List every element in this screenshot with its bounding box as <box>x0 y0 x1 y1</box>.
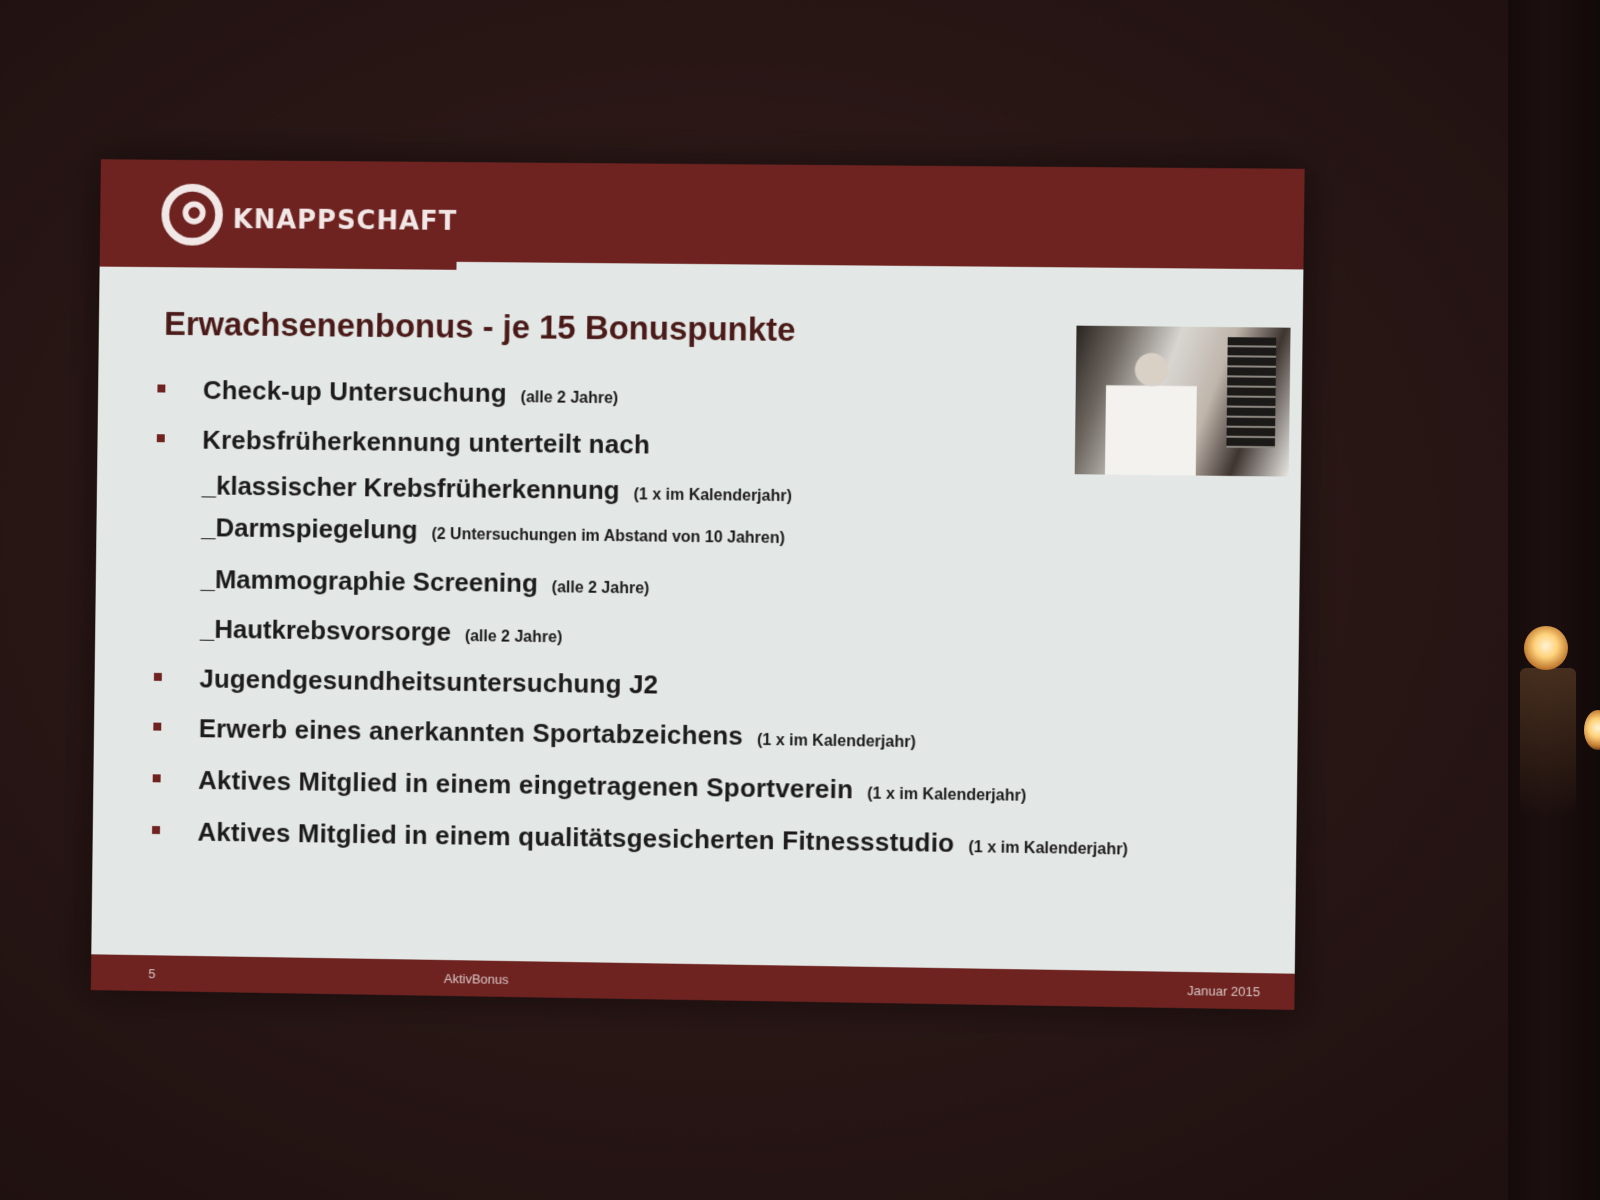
item-text: _Mammographie Screening <box>200 564 538 599</box>
list-subitem <box>200 614 563 650</box>
item-note: (2 Untersuchungen im Abstand von 10 Jahren) <box>431 525 786 548</box>
item-text: _Darmspiegelung <box>201 512 418 545</box>
bullet-icon <box>157 434 165 442</box>
list-item <box>157 424 651 460</box>
list-item <box>153 764 1027 807</box>
footer-date: Januar 2015 <box>1187 983 1261 1000</box>
item-note: (1 x im Kalenderjahr) <box>756 731 916 752</box>
item-text: _klassischer Krebsfrüherkennung <box>201 470 620 506</box>
slide-title: Erwachsenenbonus - je 15 Bonuspunkte <box>163 304 796 348</box>
doctor-photo <box>1075 326 1291 477</box>
page-number: 5 <box>148 966 156 982</box>
list-subitem <box>202 471 793 509</box>
bullet-icon <box>152 826 160 834</box>
item-text: Aktives Mitglied in einem eingetragenen Sportverein <box>198 764 854 805</box>
wall-sconce <box>1520 668 1576 818</box>
brand-logo <box>161 184 458 248</box>
knappschaft-logo-icon <box>161 184 223 246</box>
slide-footer <box>91 954 1295 1010</box>
list-subitem <box>201 512 785 550</box>
bullet-icon <box>153 723 161 731</box>
list-item <box>153 713 916 754</box>
item-note: (alle 2 Jahre) <box>520 389 619 408</box>
xray-viewer <box>1226 337 1276 448</box>
lamp-light <box>1524 626 1568 670</box>
list-item <box>157 375 618 411</box>
projected-slide <box>91 159 1305 1010</box>
list-subitem <box>200 564 649 600</box>
slide-header <box>100 159 1305 277</box>
item-text: Jugendgesundheitsuntersuchung J2 <box>199 663 659 700</box>
room-wall <box>1508 0 1600 1200</box>
item-text: Krebsfrüherkennung unterteilt nach <box>202 424 651 460</box>
item-note: (1 x im Kalenderjahr) <box>633 486 793 506</box>
item-text: _Hautkrebsvorsorge <box>199 613 452 647</box>
item-text: Erwerb eines anerkannten Sportabzeichens <box>198 713 744 751</box>
item-note: (alle 2 Jahre) <box>551 579 650 598</box>
bullet-icon <box>154 673 162 681</box>
doctor-figure <box>1105 346 1197 476</box>
bullet-icon <box>157 384 165 392</box>
list-item <box>152 816 1128 861</box>
footer-title: AktivBonus <box>443 970 509 987</box>
brand-name: KNAPPSCHAFT <box>232 205 458 237</box>
item-note: (1 x im Kalenderjahr) <box>867 785 1027 805</box>
item-text: Check-up Untersuchung <box>202 374 508 409</box>
item-note: (1 x im Kalenderjahr) <box>968 839 1128 859</box>
list-item <box>154 663 659 701</box>
header-divider <box>456 262 1303 284</box>
item-text: Aktives Mitglied in einem qualitätsgesicherten Fitnessstudio <box>197 816 955 858</box>
bullet-icon <box>153 774 161 782</box>
item-note: (alle 2 Jahre) <box>464 628 563 647</box>
